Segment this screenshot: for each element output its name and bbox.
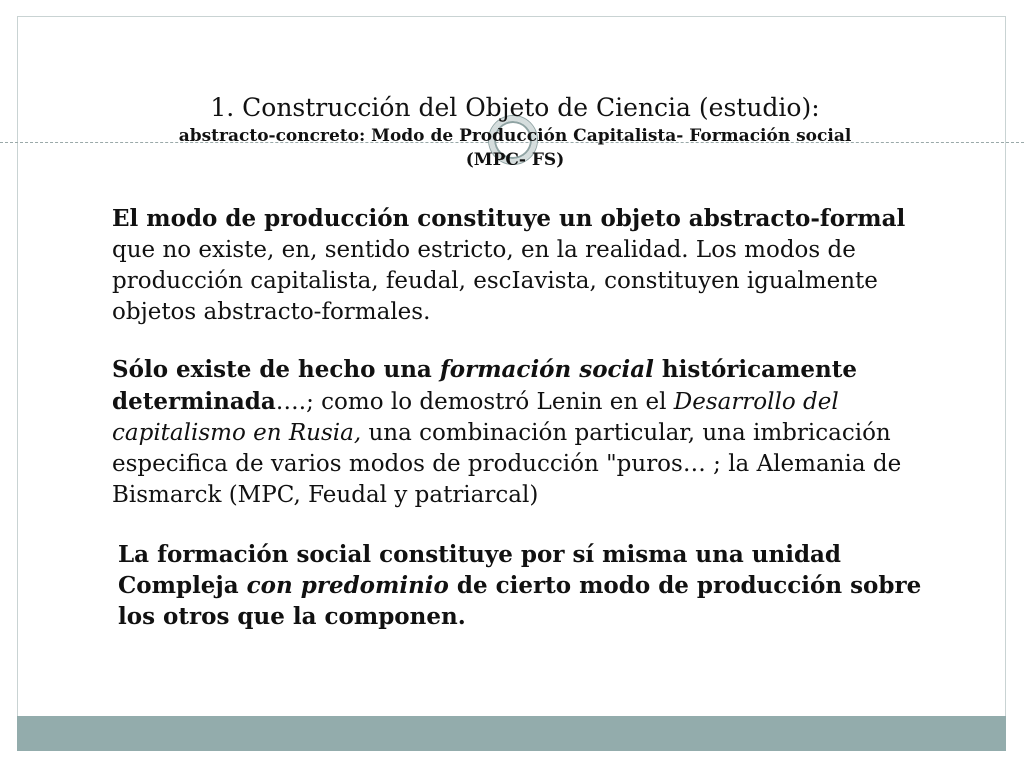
title-line-3: (MPC- FS) bbox=[465, 150, 565, 170]
para1-text: que no existe, en, sentido estricto, en la realidad. Los modos de producción capitalista, feudal, escIavista, constituyen igualmente objetos abstracto-formales. bbox=[112, 237, 878, 325]
bottom-accent-bar bbox=[17, 716, 1006, 751]
title-line-1: 1. Construcción del Objeto de Ciencia (estudio): bbox=[210, 93, 820, 122]
para2-text-1: ….; como lo demostró Lenin en el bbox=[275, 389, 674, 415]
para3-italic: con predominio bbox=[246, 572, 449, 599]
paragraph-modo-de-produccion bbox=[112, 203, 932, 328]
para2-bold-2: históricamente determinada bbox=[112, 356, 858, 415]
para2-text-2: una combinación particular, una imbricación especifica de varios modos de producción "puros… ; la Alemania de Bismarck (MPC, Feudal y patriarcal) bbox=[112, 420, 902, 508]
para2-bold-italic: formación social bbox=[439, 356, 654, 383]
para2-italic: Desarrollo del capitalismo en Rusia, bbox=[112, 389, 839, 446]
paragraph-formacion-social bbox=[112, 354, 932, 511]
slide-title bbox=[100, 92, 930, 172]
para3-text-2: de cierto modo de producción sobre los otros que la componen. bbox=[118, 572, 922, 630]
title-line-2: abstracto-concreto: Modo de Producción Capitalista- Formación social bbox=[178, 126, 852, 146]
paragraph-unidad-compleja bbox=[118, 539, 928, 632]
para2-bold-1: Sólo existe de hecho una bbox=[112, 356, 440, 383]
para1-bold: El modo de producción constituye un objeto abstracto-formal bbox=[112, 205, 906, 232]
para3-text-1: La formación social constituye por sí misma una unidad Compleja bbox=[118, 541, 842, 599]
